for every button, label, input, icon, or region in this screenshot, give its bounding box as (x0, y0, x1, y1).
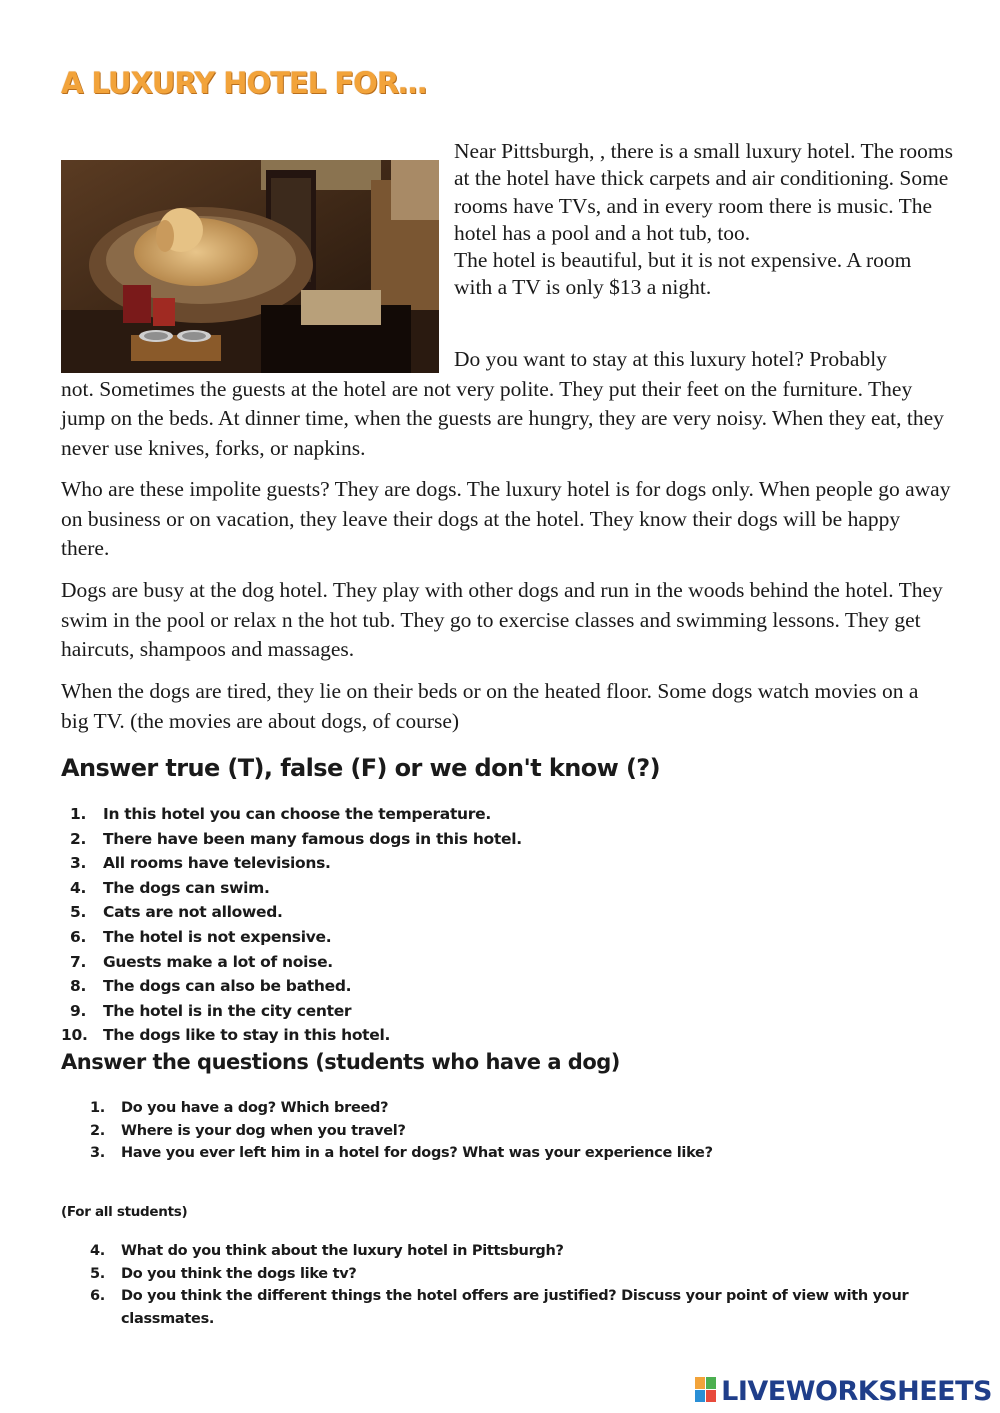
list-item: 3. All rooms have televisions. (70, 854, 331, 873)
list-item: 4. What do you think about the luxury hotel in Pittsburgh? (90, 1243, 564, 1259)
true-false-list (61, 802, 522, 1048)
list-item: 9. The hotel is in the city center (70, 1001, 352, 1020)
liveworksheets-logo[interactable] (695, 1376, 992, 1407)
true-false-heading: Answer true (T), false (F) or we don't know (?) (61, 754, 660, 782)
page-title: A LUXURY HOTEL FOR… (61, 66, 427, 100)
all-students-questions-list (90, 1240, 910, 1330)
paragraph-polite-first-line: Do you want to stay at this luxury hotel? Probably (454, 347, 887, 371)
dog-owner-questions-list (90, 1097, 910, 1165)
intro-paragraph-1: Near Pittsburgh, , there is a small luxury hotel. The rooms at the hotel have thick carpets and air conditioning. Some rooms have TVs, and in every room there is music. The hotel has a pool and a hot tub, too. (454, 139, 954, 245)
paragraph-polite-rest: not. Sometimes the guests at the hotel are not very polite. They put their feet on the furniture. They jump on the beds. At dinner time, when the guests are hungry, they are very noisy. When they eat, they never use knives, forks, or napkins. (61, 376, 944, 460)
dog-in-bed-photo (61, 160, 439, 373)
list-item: 1. In this hotel you can choose the temperature. (70, 805, 491, 823)
list-item: 1. Do you have a dog? Which breed? (90, 1100, 389, 1116)
intro-paragraph-2: The hotel is beautiful, but it is not expensive. A room with a TV is only $13 a night. (454, 248, 912, 300)
intro-paragraph (454, 138, 954, 302)
questions-heading: Answer the questions (students who have a dog) (61, 1050, 620, 1074)
list-item: 2. Where is your dog when you travel? (90, 1122, 406, 1139)
list-item: 3. Have you ever left him in a hotel for dogs? What was your experience like? (90, 1145, 713, 1161)
list-item: 4. The dogs can swim. (70, 878, 270, 897)
list-item: 2. There have been many famous dogs in this hotel. (70, 829, 522, 848)
list-item: 8. The dogs can also be bathed. (70, 977, 352, 996)
liveworksheets-logo-icon (695, 1377, 717, 1407)
paragraph-polite (61, 345, 951, 463)
liveworksheets-logo-text: LIVEWORKSHEETS (721, 1376, 992, 1407)
paragraph-busy: Dogs are busy at the dog hotel. They play with other dogs and run in the woods behind the hotel. They swim in the pool or relax n the hot tub. They go to exercise classes and swimming lessons. They get haircuts, shampoos and massages. (61, 578, 943, 661)
list-item: 5. Do you think the dogs like tv? (90, 1265, 357, 1282)
list-item: 10. The dogs like to stay in this hotel. (61, 1026, 391, 1045)
list-item: 7. Guests make a lot of noise. (70, 952, 333, 971)
paragraph-guests: Who are these impolite guests? They are dogs. The luxury hotel is for dogs only. When people go away on business or on vacation, they leave their dogs at the hotel. They know their dogs will be happy there. (61, 477, 951, 560)
list-item: 5. Cats are not allowed. (70, 903, 283, 922)
list-item: 6. The hotel is not expensive. (70, 927, 332, 946)
paragraph-tired: When the dogs are tired, they lie on their beds or on the heated floor. Some dogs watch movies on a big TV. (the movies are about dogs, of course) (61, 679, 919, 733)
list-item: 6. Do you think the different things the hotel offers are justified? Discuss your point of view with your classmates. (90, 1288, 909, 1327)
all-students-note: (For all students) (61, 1204, 188, 1220)
